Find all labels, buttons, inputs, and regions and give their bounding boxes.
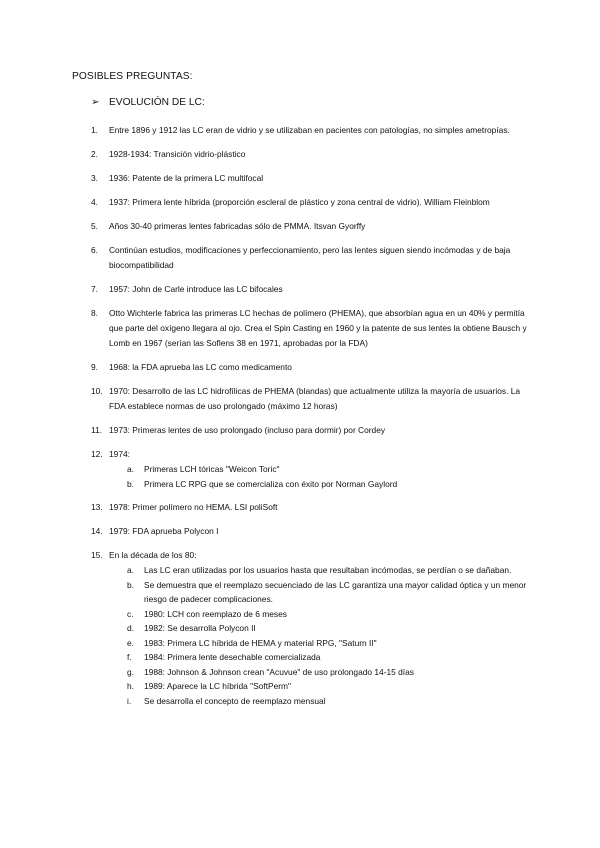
sub-list-item xyxy=(109,650,530,665)
sub-item-letter: c. xyxy=(127,608,134,619)
list-item-text: 1937: Primera lente híbrida (proporción escleral de plástico y zona central de vidrio). William Fleinblom xyxy=(109,197,490,207)
sub-item-letter: e. xyxy=(127,637,134,648)
sub-item-text: Las LC eran utilizadas por los usuarios hasta que resultaban incómodas, se perdían o se dañaban. xyxy=(144,565,512,575)
list-item-text: Otto Wichterle fabrica las primeras LC hechas de polímero (PHEMA), que absorbían agua en un 40% y permitía que parte del oxígeno llegara al ojo. Crea el Spin Casting en 1960 y la patente de sus lentes la obtiene Bausch y Lomb en 1967 (serían las Soflens 38 en 1971, aprobadas por la FDA) xyxy=(109,308,527,348)
list-item-text: Años 30-40 primeras lentes fabricadas sólo de PMMA. Itsvan Gyorffy xyxy=(109,221,366,231)
list-item-number: 1. xyxy=(91,125,98,135)
list-item-number: 7. xyxy=(91,284,98,294)
sub-list-item xyxy=(109,679,530,694)
sub-item-letter: d. xyxy=(127,623,134,633)
list-item-text: 1974: xyxy=(109,449,130,459)
sub-item-text: 1980: LCH con reemplazo de 6 meses xyxy=(144,608,287,619)
list-item-number: 12. xyxy=(91,449,103,459)
list-item xyxy=(0,524,600,539)
sub-item-letter: b. xyxy=(127,579,134,590)
sub-item-text: 1983: Primera LC híbrida de HEMA y material RPG, "Saturn II" xyxy=(144,637,377,648)
list-item-text: 1957: John de Carle introduce las LC bifocales xyxy=(109,284,283,294)
sub-item-letter: h. xyxy=(127,681,134,691)
list-item xyxy=(0,423,600,438)
sub-list-item xyxy=(109,607,530,622)
list-item xyxy=(0,500,600,515)
sub-item-text: Primeras LCH tóricas "Weicon Toric" xyxy=(144,464,280,474)
sub-list-item xyxy=(109,462,530,477)
sub-list xyxy=(109,563,530,708)
sub-item-text: Primera LC RPG que se comercializa con éxito por Norman Gaylord xyxy=(144,478,398,489)
sub-item-text: 1984: Primera lente desechable comercializada xyxy=(144,652,321,662)
list-item-number: 6. xyxy=(91,245,98,255)
list-item-number: 3. xyxy=(91,173,98,183)
list-item-text: Entre 1896 y 1912 las LC eran de vidrio y se utilizaban en pacientes con patologías, no simples ametropías. xyxy=(109,125,510,135)
list-item-number: 4. xyxy=(91,197,98,207)
list-item-number: 8. xyxy=(91,308,98,318)
section-heading xyxy=(91,97,205,108)
list-item xyxy=(0,282,600,297)
list-item-number: 14. xyxy=(91,526,103,536)
list-item xyxy=(0,147,600,162)
list-item-text: 1968: la FDA aprueba las LC como medicamento xyxy=(109,362,292,372)
sub-item-text: 1982: Se desarrolla Polycon II xyxy=(144,623,256,633)
list-item xyxy=(0,447,600,491)
sub-item-text: Se desarrolla el concepto de reemplazo mensual xyxy=(144,695,326,706)
sub-item-letter: b. xyxy=(127,478,134,489)
document-title: POSIBLES PREGUNTAS: xyxy=(72,71,193,82)
sub-list-item xyxy=(109,578,530,607)
list-item-number: 5. xyxy=(91,221,98,231)
list-item-number: 2. xyxy=(91,149,98,159)
list-item xyxy=(0,243,600,273)
sub-list-item xyxy=(109,665,530,680)
sub-item-letter: a. xyxy=(127,464,134,474)
list-item xyxy=(0,360,600,375)
list-item-number: 11. xyxy=(91,425,103,435)
sub-list-item xyxy=(109,694,530,709)
sub-list-item xyxy=(109,636,530,651)
list-item xyxy=(0,171,600,186)
evolution-list xyxy=(0,123,600,717)
sub-item-letter: g. xyxy=(127,666,134,677)
sub-list-item xyxy=(109,477,530,492)
sub-item-text: 1988: Johnson & Johnson crean "Acuvue" de uso prolongado 14-15 días xyxy=(144,666,414,677)
sub-item-letter: i. xyxy=(127,695,132,706)
list-item xyxy=(0,548,600,708)
list-item-text: Continúan estudios, modificaciones y perfeccionamiento, pero las lentes siguen siendo incómodas y de baja biocompatibilidad xyxy=(109,245,511,270)
sub-item-text: 1989: Aparece la LC híbrida "SoftPerm" xyxy=(144,681,292,691)
sub-list-item xyxy=(109,621,530,636)
list-item-text: 1936: Patente de la primera LC multifocal xyxy=(109,173,264,183)
sub-item-text: Se demuestra que el reemplazo secuenciado de las LC garantiza una mayor calidad óptica y un menor riesgo de padecer complicaciones. xyxy=(144,579,527,604)
list-item-number: 9. xyxy=(91,362,98,372)
list-item xyxy=(0,123,600,138)
sub-list-item xyxy=(109,563,530,578)
list-item-number: 13. xyxy=(91,502,103,512)
list-item xyxy=(0,219,600,234)
list-item-number: 10. xyxy=(91,386,103,396)
list-item-text: 1973: Primeras lentes de uso prolongado (incluso para dormir) por Cordey xyxy=(109,425,386,435)
list-item xyxy=(0,306,600,351)
section-label: EVOLUCIÓN DE LC: xyxy=(109,97,205,108)
sub-item-letter: a. xyxy=(127,565,134,575)
list-item-text: 1970: Desarrollo de las LC hidrofílicas de PHEMA (blandas) que actualmente utiliza la mayoría de usuarios. La FDA establece normas de uso prolongado (máximo 12 horas) xyxy=(109,386,521,411)
list-item xyxy=(0,195,600,210)
list-item-number: 15. xyxy=(91,550,103,560)
list-item-text: 1978: Primer polímero no HEMA. LSI poliSoft xyxy=(109,502,278,512)
list-item-text: En la década de los 80: xyxy=(109,550,197,560)
sub-item-letter: f. xyxy=(127,652,132,662)
list-item-text: 1979: FDA aprueba Polycon I xyxy=(109,526,219,536)
list-item xyxy=(0,384,600,414)
list-item-text: 1928-1934: Transición vidrio-plástico xyxy=(109,149,246,159)
arrow-bullet-icon: ➢ xyxy=(91,97,100,108)
sub-list xyxy=(109,462,530,491)
